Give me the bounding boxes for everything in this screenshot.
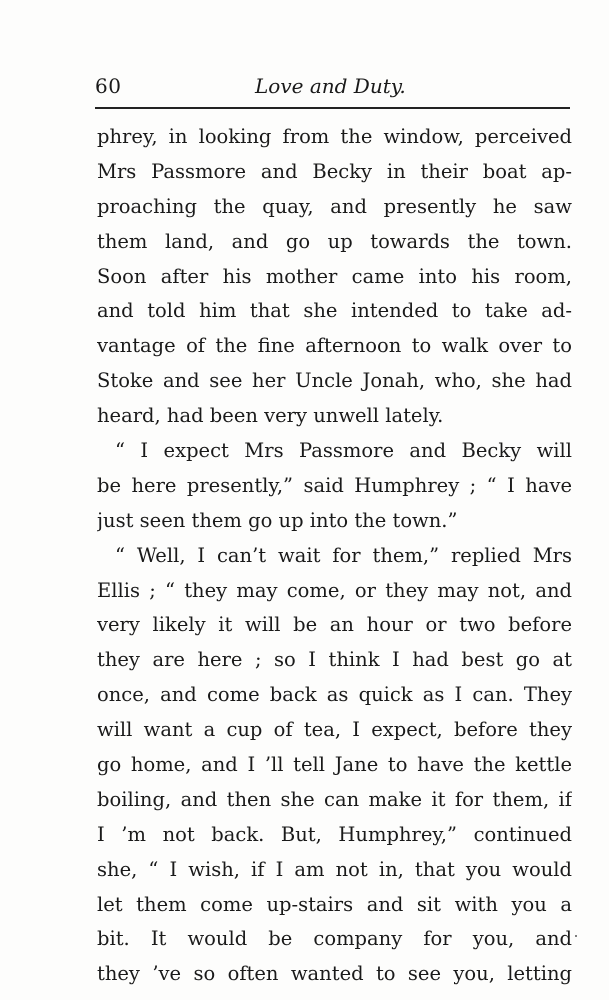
text-line: “ I expect Mrs Passmore and Becky will bbox=[115, 439, 572, 463]
running-title: Love and Duty. bbox=[255, 74, 406, 98]
text-line: heard, had been very unwell lately. bbox=[97, 404, 444, 428]
text-line: them land, and go up towards the town. bbox=[97, 229, 572, 253]
text-line: vantage of the fine afternoon to walk over to bbox=[97, 334, 572, 358]
text-line: will want a cup of tea, I expect, before they bbox=[97, 718, 572, 742]
text-line: they are here ; so I think I had best go at bbox=[97, 648, 572, 672]
body-text bbox=[97, 120, 572, 992]
header-rule bbox=[95, 107, 570, 109]
text-line: Ellis ; “ they may come, or they may not, and bbox=[97, 578, 572, 602]
text-line: they ’ve so often wanted to see you, letting bbox=[97, 962, 572, 986]
text-line: boiling, and then she can make it for them, if bbox=[97, 787, 572, 811]
text-line: Soon after his mother came into his room, bbox=[97, 264, 572, 288]
text-line: go home, and I ’ll tell Jane to have the kettle bbox=[97, 753, 572, 777]
text-line: bit. It would be company for you, and bbox=[97, 927, 572, 951]
text-line: proaching the quay, and presently he saw bbox=[97, 194, 572, 218]
page-number: 60 bbox=[95, 74, 122, 98]
text-line: let them come up-stairs and sit with you a bbox=[97, 892, 572, 916]
text-line: just seen them go up into the town.” bbox=[97, 508, 458, 532]
paper-speck bbox=[575, 935, 577, 937]
text-line: and told him that she intended to take ad- bbox=[97, 299, 572, 323]
text-line: very likely it will be an hour or two before bbox=[97, 613, 572, 637]
text-line: be here presently,” said Humphrey ; “ I have bbox=[97, 473, 572, 497]
text-line: Stoke and see her Uncle Jonah, who, she had bbox=[97, 369, 572, 393]
text-line: she, “ I wish, if I am not in, that you would bbox=[97, 857, 572, 881]
page-header bbox=[95, 70, 570, 102]
text-line: I ’m not back. But, Humphrey,” continued bbox=[97, 822, 572, 846]
text-line: phrey, in looking from the window, perceived bbox=[97, 125, 572, 148]
text-line: Mrs Passmore and Becky in their boat ap- bbox=[97, 159, 572, 183]
text-line: “ Well, I can’t wait for them,” replied Mrs bbox=[115, 543, 572, 567]
text-line: once, and come back as quick as I can. They bbox=[97, 683, 572, 707]
